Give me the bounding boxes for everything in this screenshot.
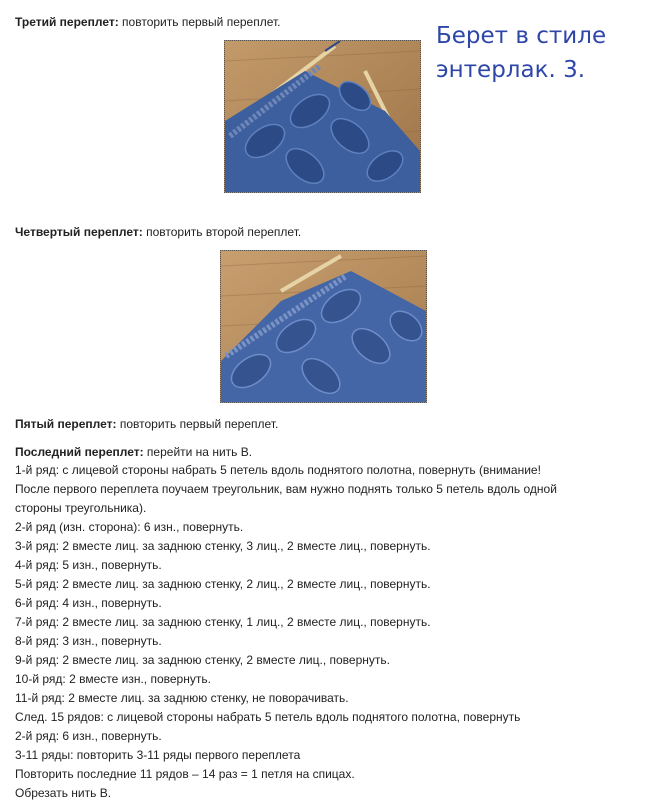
instruction-row: 3-11 ряды: повторить 3-11 ряды первого переплета	[15, 748, 301, 762]
instruction-row: 11-й ряд: 2 вместе лиц. за заднюю стенку, не поворачивать.	[15, 691, 349, 705]
section-4-text: повторить второй переплет.	[142, 225, 302, 239]
section-3-label: Третий переплет:	[15, 15, 119, 29]
instruction-row: 5-й ряд: 2 вместе лиц. за заднюю стенку, 2 лиц., 2 вместе лиц., повернуть.	[15, 577, 431, 591]
instruction-row: 6-й ряд: 4 изн., повернуть.	[15, 596, 162, 610]
instruction-row: 3-й ряд: 2 вместе лиц. за заднюю стенку, 3 лиц., 2 вместе лиц., повернуть.	[15, 539, 431, 553]
instruction-row: Повторить последние 11 рядов – 14 раз = 1 петля на спицах.	[15, 767, 355, 781]
instruction-row: 1-й ряд: с лицевой стороны набрать 5 петель вдоль поднятого полотна, повернуть (внимание!	[15, 463, 541, 477]
section-5-line	[15, 416, 278, 432]
knitting-photo-1	[224, 40, 421, 193]
last-section-heading	[15, 444, 252, 460]
instruction-row: 2-й ряд (изн. сторона): 6 изн., повернуть.	[15, 520, 244, 534]
instruction-row: Обрезать нить В.	[15, 786, 112, 800]
instruction-row: След. 15 рядов: с лицевой стороны набрать 5 петель вдоль поднятого полотна, повернуть	[15, 710, 521, 724]
instruction-row: 9-й ряд: 2 вместе лиц. за заднюю стенку, 2 вместе лиц., повернуть.	[15, 653, 390, 667]
instruction-row: После первого переплета поучаем треугольник, вам нужно поднять только 5 петель вдоль одной	[15, 482, 557, 496]
last-section-text: перейти на нить В.	[143, 445, 253, 459]
page-title-line-2: энтерлак. 3.	[436, 57, 586, 83]
instruction-row: 8-й ряд: 3 изн., повернуть.	[15, 634, 162, 648]
section-3-text: повторить первый переплет.	[118, 15, 281, 29]
page-title-line-1: Берет в стиле	[436, 23, 607, 49]
section-4-label: Четвертый переплет:	[15, 225, 143, 239]
instruction-row: 4-й ряд: 5 изн., повернуть.	[15, 558, 162, 572]
instruction-row: стороны треугольника).	[15, 501, 147, 515]
section-4-line	[15, 224, 301, 240]
section-5-label: Пятый переплет:	[15, 417, 117, 431]
instruction-row: 10-й ряд: 2 вместе изн., повернуть.	[15, 672, 211, 686]
last-section-label: Последний переплет:	[15, 445, 144, 459]
section-3-line	[15, 14, 281, 30]
instruction-row: 2-й ряд: 6 изн., повернуть.	[15, 729, 162, 743]
section-5-text: повторить первый переплет.	[116, 417, 279, 431]
knitting-photo-2	[220, 250, 427, 403]
instruction-row: 7-й ряд: 2 вместе лиц. за заднюю стенку, 1 лиц., 2 вместе лиц., повернуть.	[15, 615, 431, 629]
